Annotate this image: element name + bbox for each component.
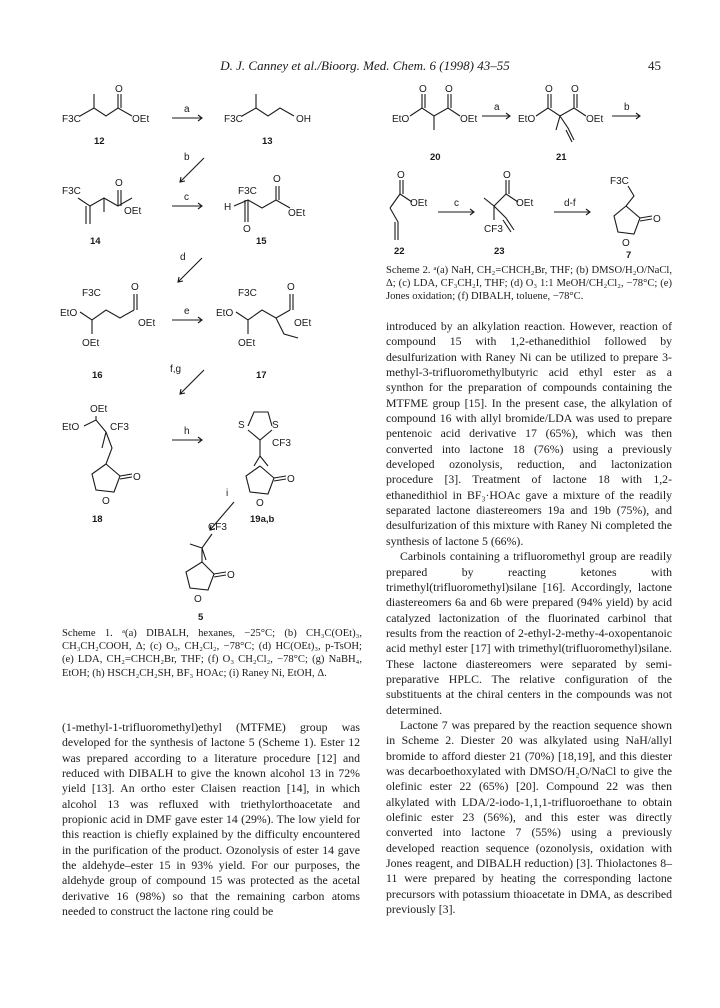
atom-label: OEt <box>294 318 312 329</box>
step-label-b: b <box>624 102 630 113</box>
compound-23-structure <box>484 170 533 257</box>
compound-label-19ab: 19a,b <box>250 514 275 525</box>
compound-label-22: 22 <box>394 246 405 257</box>
atom-label: EtO <box>60 308 78 319</box>
body-paragraph: (1-methyl-1-trifluoromethyl)ethyl (MTFME) group was developed for the synthesis of lactone 5 (Scheme 1). Ester 12 was prepared according to a literature procedure [12] and reduced with DIBALH to give the known alcohol 13 in 72% yield [13]. An ortho ester Claisen reaction [14], in which alcohol 13 was refluxed with triethylorthoacetate and propionic acid in DMF gave ester 14 (29%). The low yield for this reaction is chiefly explained by the difficulty encountered in the purification of the product. Ozonolysis of ester 14 gave the aldehyde–ester 15 in 93% yield. For our purposes, the aldehyde group of compound 15 was protected as the acetal derivative 16 (98%) so that the remaining carbon atoms needed to construct the lactone ring could be <box>62 720 360 919</box>
atom-label: F3C <box>62 114 81 125</box>
atom-label: O <box>133 472 141 483</box>
reaction-arrow-fg <box>170 364 204 394</box>
atom-label: O <box>102 496 110 507</box>
body-paragraph: Carbinols containing a trifluoromethyl group are readily prepared by reacting ketones with trimethyl(trifluoromethyl)silane [16]. Accordingly, lactone diastereomers 6a and 6b were prepared (94% yield) by acid catalyzed lactonization of the fluorinated carbinol that results from the reaction of 2-ethyl-2-methy-4-oxopentanoic acid methyl ester [17] with trimethyl(trifluoromethyl)silane. These lactone diastereomers were separated by semi-preparative HPLC. The relative configuration of the substituents at the chiral centers in the compounds was not determined. <box>386 549 672 717</box>
atom-label: OEt <box>586 114 604 125</box>
atom-label: OEt <box>138 318 156 329</box>
atom-label: F3C <box>610 176 629 187</box>
reaction-arrow-a <box>172 104 202 121</box>
step-label-df: d-f <box>564 198 576 209</box>
atom-label: EtO <box>518 114 536 125</box>
atom-label: OEt <box>82 338 100 349</box>
atom-label: O <box>273 174 281 185</box>
page-header <box>0 58 720 78</box>
atom-label: O <box>227 570 235 581</box>
compound-label-12: 12 <box>94 136 105 147</box>
atom-label: CF3 <box>484 224 503 235</box>
compound-label-18: 18 <box>92 514 103 525</box>
atom-label: O <box>287 474 295 485</box>
atom-label: EtO <box>62 422 80 433</box>
atom-label: O <box>131 282 139 293</box>
step-label-a: a <box>494 102 500 113</box>
running-head: D. J. Canney et al./Bioorg. Med. Chem. 6 (1998) 43–55 <box>220 58 510 73</box>
left-column-body <box>62 720 360 919</box>
step-label-d: d <box>180 252 186 263</box>
atom-label: O <box>194 594 202 605</box>
scheme-1-caption: Scheme 1. ᵃ(a) DIBALH, hexanes, −25°C; (b) CH₃C(OEt)₃, CH₃CH₂COOH, Δ; (c) O₃, CH₂Cl₂, −78°C; (d) HC(OEt)₃, p-TsOH; (e) LDA, CH₂=CHCH₂Br, THF; (f) O₃ CH₂Cl₂, −78°C; (g) NaBH₄, EtOH; (h) HSCH₂CH₂SH, BF₃ HOAc; (i) Raney Ni, EtOH, Δ. <box>62 628 362 679</box>
compound-21-structure <box>518 84 603 163</box>
compound-label-21: 21 <box>556 152 567 163</box>
atom-label: S <box>272 420 279 431</box>
compound-7-structure <box>610 176 661 261</box>
atom-label: O <box>115 84 123 95</box>
atom-label: F3C <box>224 114 243 125</box>
atom-label: O <box>419 84 427 95</box>
reaction-arrow-df <box>554 198 590 215</box>
step-label-e: e <box>184 306 190 317</box>
atom-label: EtO <box>392 114 410 125</box>
step-label-fg: f,g <box>170 364 182 375</box>
compound-label-7: 7 <box>626 250 632 261</box>
atom-label: O <box>256 498 264 509</box>
atom-label: O <box>397 170 405 181</box>
scheme-2-caption: Scheme 2. ᵃ(a) NaH, CH₂=CHCH₂Br, THF; (b) DMSO/H₂O/NaCl, Δ; (c) LDA, CF₃CH₂I, THF; (d) O₃ 1:1 MeOH/CH₂Cl₂, −78°C; (e) Jones oxidation; (f) DIBALH, toluene, −78°C. <box>386 265 672 303</box>
atom-label: O <box>445 84 453 95</box>
compound-label-14: 14 <box>90 236 101 247</box>
compound-label-16: 16 <box>92 370 103 381</box>
body-paragraph: Lactone 7 was prepared by the reaction sequence shown in Scheme 2. Diester 20 was alkylated using NaH/allyl bromide to afford diester 21 (70%) [18,19], and this diester was decarboethoxylated with DMSO/H₂O/NaCl to give the olefinic ester 22 (65%) [20]. Compound 22 was then alkylated with LDA/2-iodo-1,1,1-trifluoroethane to obtain olefinic ester 23 (56%), and this ester was directly converted into lactone 7 (55%) using a previously developed reaction sequence (ozonolysis, oxidation with Jones reagent, and DIBALH reduction) [3]. Thiolactones 8–11 were prepared by heating the corresponding lactone precursors with potassium thioacetate in DMA, as described previously [3]. <box>386 717 672 917</box>
compound-13-structure <box>224 94 311 147</box>
atom-label: OEt <box>238 338 256 349</box>
atom-label: OEt <box>132 114 150 125</box>
reaction-arrow-e <box>172 306 202 323</box>
atom-label: OEt <box>90 404 108 415</box>
atom-label: OEt <box>410 198 428 209</box>
atom-label: F3C <box>238 186 257 197</box>
atom-label: OEt <box>124 206 142 217</box>
compound-label-20: 20 <box>430 152 441 163</box>
atom-label: O <box>571 84 579 95</box>
reaction-arrow-b <box>180 152 204 182</box>
compound-label-17: 17 <box>256 370 267 381</box>
body-paragraph: introduced by an alkylation reaction. However, reaction of compound 15 with 1,2-ethanedithiol followed by desulfurization with Raney Ni can be utilized to prepare 3-methyl-3-trifluoromethylbutyric acid ethyl ester as a synthon for the preparation of compounds containing the MTFME group [15]. In the present case, the alkylation of compound 16 with allyl bromide/LDA was used to prepare pentenoic acid derivative 17 (65%), which was then converted into lactone 18 (76%) using a previously developed ozonolysis, reduction, and lactonization procedure [3]. Treatment of lactone 18 with 1,2-ethanedithiol in BF₃·HOAc gave a mixture of the readily separated lactone diastereomers 19a and 19b (75%), and desulfurization of this mixture with Raney Ni completed the synthesis of lactone 5 (66%). <box>386 319 672 548</box>
atom-label: OEt <box>460 114 478 125</box>
reaction-arrow-c <box>438 198 474 215</box>
atom-label: O <box>545 84 553 95</box>
atom-label: O <box>243 224 251 235</box>
scheme-1-figure <box>62 82 362 622</box>
atom-label: OEt <box>516 198 534 209</box>
compound-5-structure <box>186 522 235 623</box>
reaction-arrow-b <box>612 102 640 119</box>
atom-label: CF3 <box>272 438 291 449</box>
reaction-arrow-d <box>178 252 202 282</box>
page-number: 45 <box>648 58 661 73</box>
atom-label: OH <box>296 114 311 125</box>
atom-label: O <box>653 214 661 225</box>
compound-19-structure <box>238 412 295 525</box>
atom-label: CF3 <box>110 422 129 433</box>
compound-label-23: 23 <box>494 246 505 257</box>
step-label-a: a <box>184 104 190 115</box>
compound-label-15: 15 <box>256 236 267 247</box>
atom-label: F3C <box>238 288 257 299</box>
step-label-i: i <box>226 488 229 499</box>
reaction-arrow-c <box>172 192 202 209</box>
compound-20-structure <box>392 84 477 163</box>
compound-14-structure <box>62 178 141 247</box>
atom-label: H <box>224 202 232 213</box>
atom-label: EtO <box>216 308 234 319</box>
compound-12-structure <box>62 84 149 147</box>
atom-label: F3C <box>62 186 81 197</box>
step-label-c: c <box>184 192 189 203</box>
atom-label: O <box>503 170 511 181</box>
atom-label: CF3 <box>208 522 227 533</box>
atom-label: O <box>115 178 123 189</box>
compound-18-structure <box>62 404 141 525</box>
reaction-arrow-a <box>482 102 510 119</box>
compound-label-13: 13 <box>262 136 273 147</box>
atom-label: O <box>287 282 295 293</box>
step-label-h: h <box>184 426 190 437</box>
step-label-b: b <box>184 152 190 163</box>
compound-label-5: 5 <box>198 612 204 623</box>
atom-label: OEt <box>288 208 306 219</box>
step-label-c: c <box>454 198 459 209</box>
compound-17-structure <box>216 282 311 381</box>
compound-16-structure <box>60 282 155 381</box>
scheme-2-figure <box>378 82 668 260</box>
right-column-body <box>386 319 672 917</box>
compound-15-structure <box>224 174 305 247</box>
compound-22-structure <box>390 170 427 257</box>
reaction-arrow-h <box>172 426 202 443</box>
atom-label: F3C <box>82 288 101 299</box>
atom-label: S <box>238 420 245 431</box>
atom-label: O <box>622 238 630 249</box>
